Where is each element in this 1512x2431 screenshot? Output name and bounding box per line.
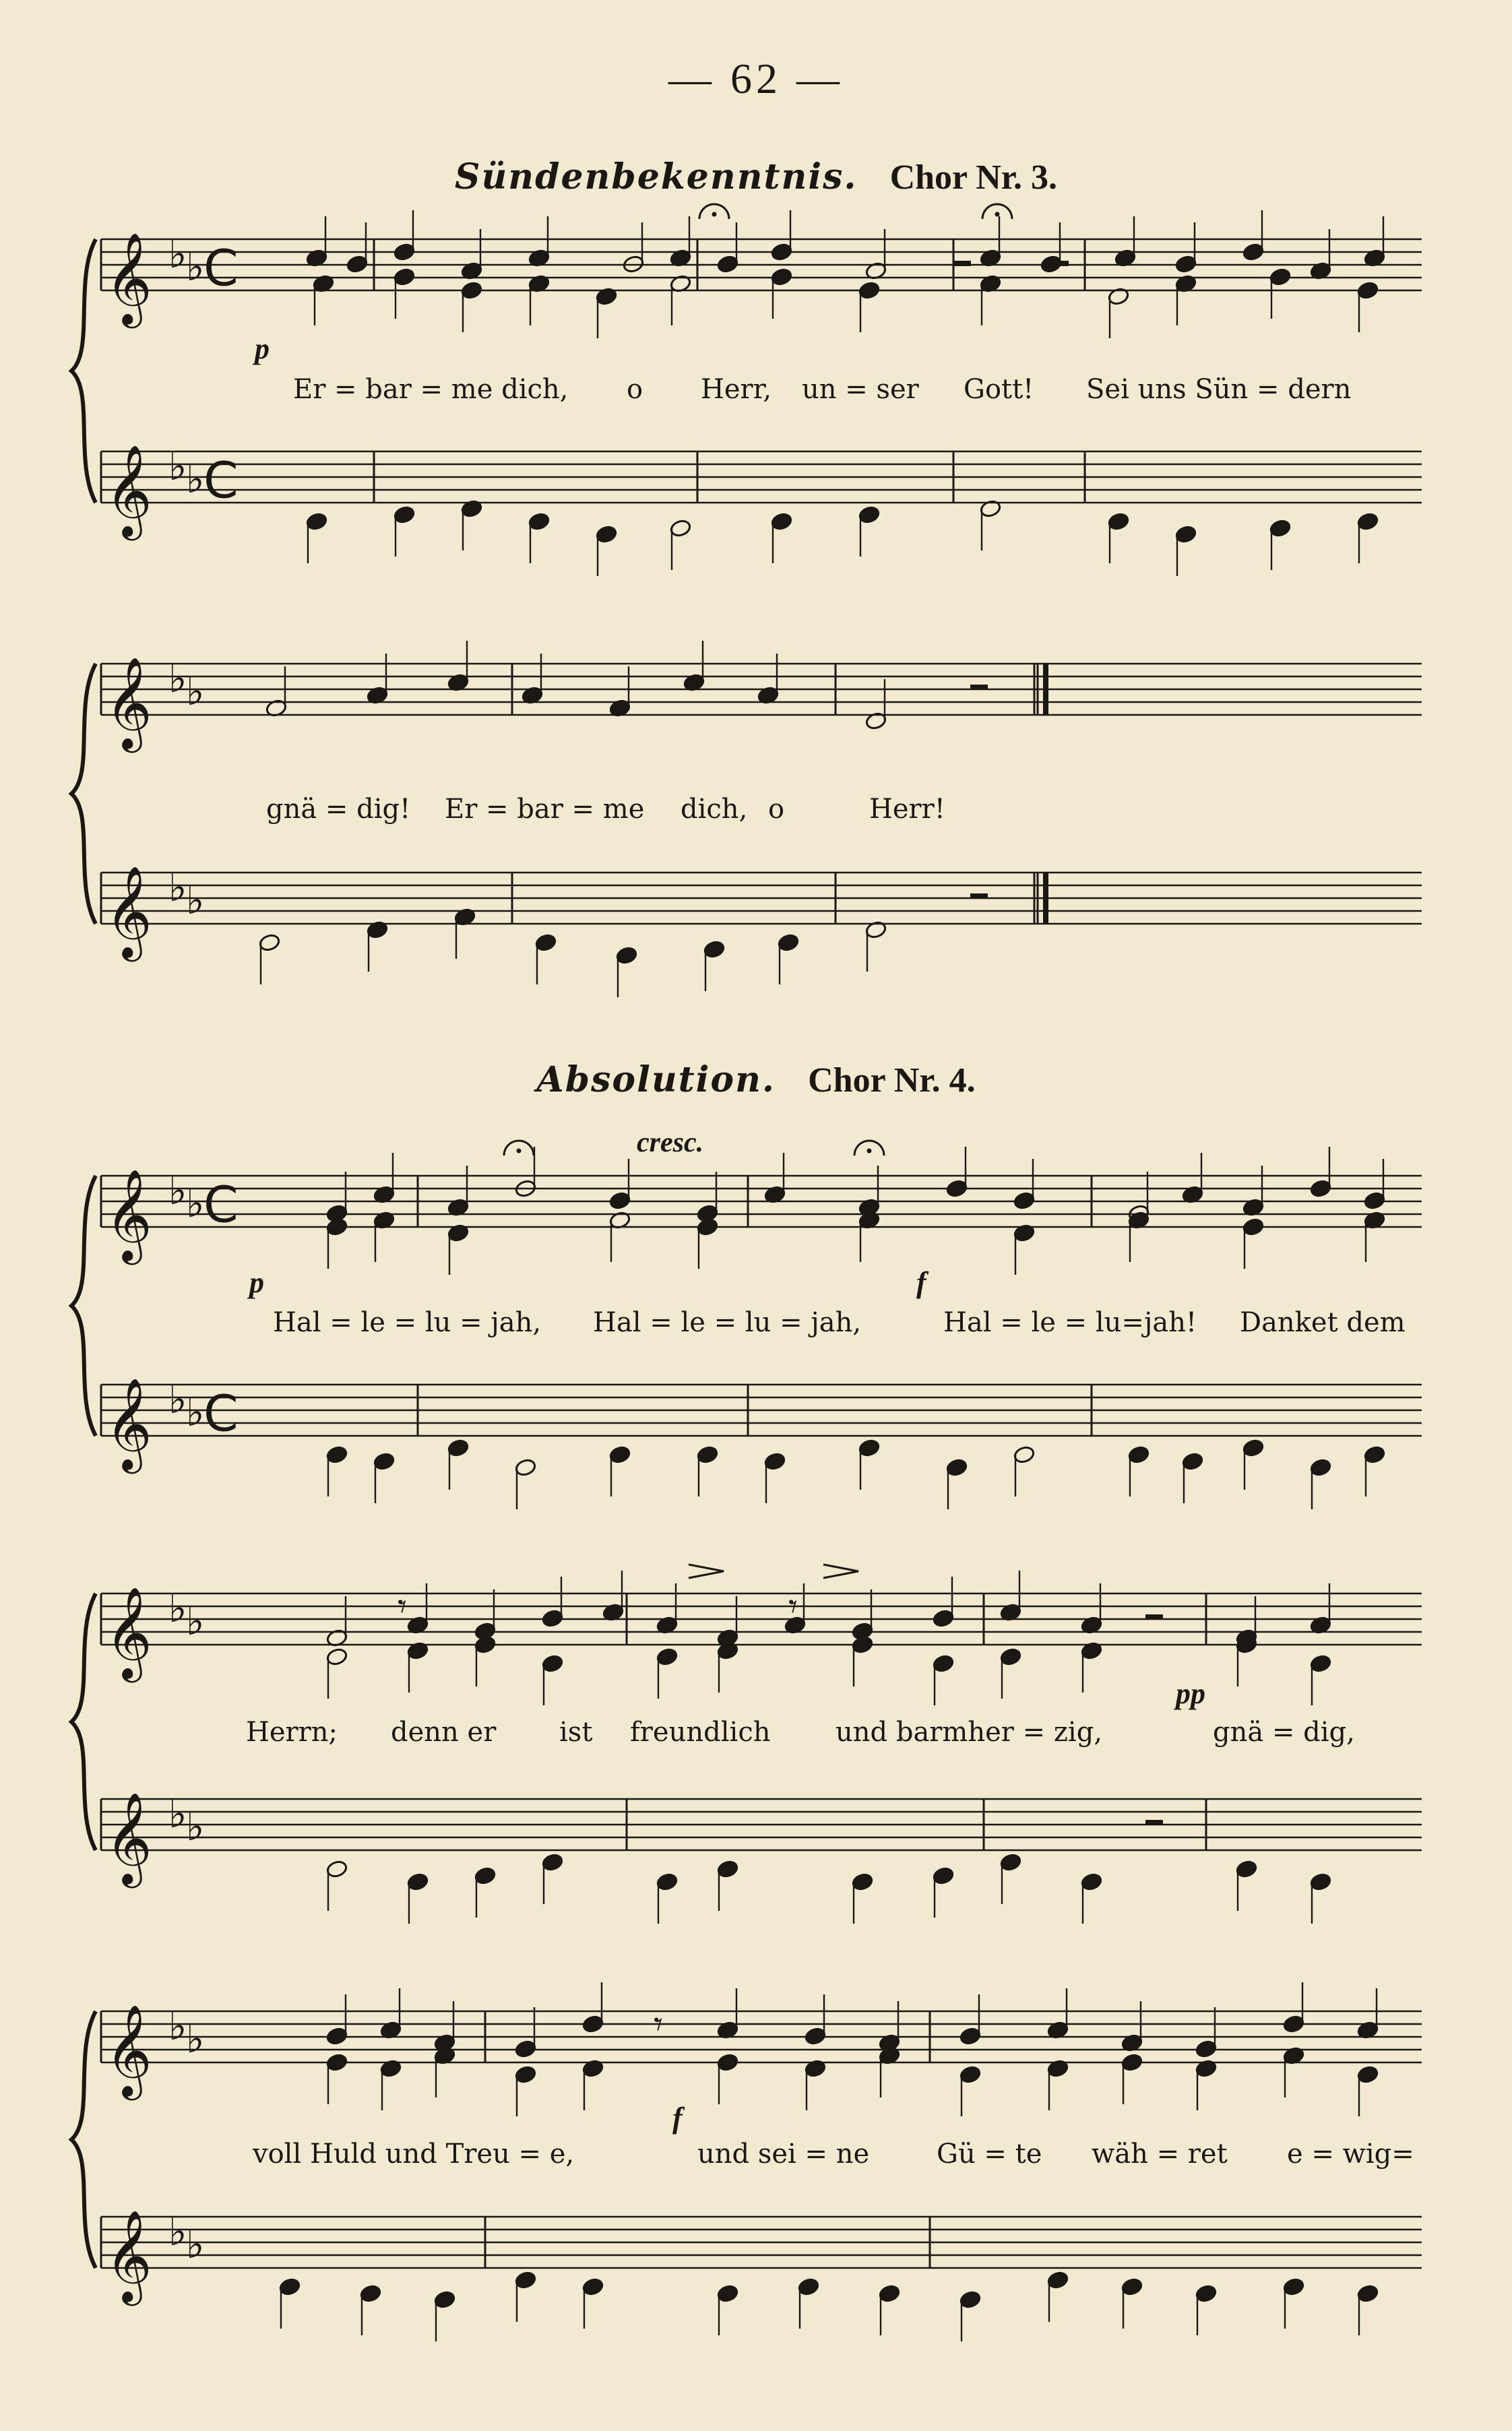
note-head — [1356, 2065, 1379, 2084]
lyric: Hal = le = lu=jah! — [943, 1307, 1197, 1338]
rest-icon: 𝄾 — [654, 2004, 663, 2045]
note-head — [1282, 2277, 1304, 2296]
note-head — [945, 1458, 968, 1477]
note-head — [999, 1647, 1021, 1666]
note-head — [1195, 2040, 1217, 2058]
note-head — [373, 1452, 395, 1471]
treble-clef-icon: 𝄞 — [105, 2209, 152, 2302]
rest-icon — [1145, 1820, 1163, 1825]
note-head — [325, 1218, 348, 1236]
note-head — [959, 2290, 981, 2309]
page-number: — 62 — — [668, 55, 844, 102]
lyric: Er = bar = me dich, — [293, 374, 569, 405]
lyric: wäh = ret — [1092, 2139, 1228, 2170]
treble-clef-icon: 𝄞 — [105, 443, 152, 536]
system-brace — [71, 1176, 96, 1436]
note-head — [1363, 1191, 1385, 1210]
note-head — [959, 2065, 981, 2084]
lyric: un = ser — [802, 374, 919, 405]
flat-icon: ♭ — [186, 1598, 205, 1644]
rest-icon — [1051, 261, 1069, 266]
dynamic-mark: p — [249, 1266, 264, 1299]
flat-icon: ♭ — [168, 443, 187, 489]
treble-clef-icon: 𝄞 — [105, 656, 152, 749]
note-head — [716, 2284, 738, 2303]
accent-icon — [823, 1565, 858, 1578]
treble-clef-icon: 𝄞 — [105, 2003, 152, 2096]
dynamic-mark: f — [916, 1266, 926, 1299]
note-head — [1013, 1445, 1035, 1464]
note-head — [1363, 1445, 1385, 1464]
note-head — [615, 946, 637, 965]
treble-clef-icon: 𝄞 — [105, 231, 152, 324]
lyric: Herr! — [869, 794, 945, 825]
note-head — [1242, 243, 1264, 261]
treble-clef-icon: 𝄞 — [105, 864, 152, 957]
system-brace — [71, 2011, 96, 2268]
note-head — [878, 2284, 900, 2303]
note-head — [1181, 1452, 1203, 1471]
common-time-icon: C — [203, 1176, 239, 1234]
rest-icon: 𝄾 — [788, 1587, 798, 1627]
note-head — [608, 1191, 631, 1210]
note-head — [858, 281, 880, 300]
fermata-icon — [867, 1149, 872, 1154]
note-head — [346, 255, 368, 274]
note-head — [945, 1179, 968, 1198]
section-title: Absolution. — [536, 1059, 776, 1100]
note-head — [534, 933, 557, 952]
treble-clef-icon: 𝄞 — [105, 1168, 152, 1261]
system-brace — [71, 664, 96, 924]
lyric: und barmher = zig, — [836, 1717, 1103, 1748]
fermata-icon — [854, 1141, 884, 1156]
lyric: Herr, — [701, 374, 772, 405]
note-head — [1309, 1872, 1331, 1891]
rest-icon — [953, 261, 971, 266]
note-head — [1356, 2284, 1379, 2303]
flat-icon: ♭ — [168, 1168, 187, 1213]
fermata-icon — [517, 1149, 522, 1154]
note-head — [851, 1635, 873, 1654]
note-head — [514, 2065, 536, 2084]
flat-icon: ♭ — [186, 668, 205, 714]
note-head — [514, 2040, 536, 2058]
note-head — [1121, 2053, 1143, 2072]
note-head — [393, 505, 415, 524]
rest-icon — [970, 685, 988, 690]
lyric: gnä = dig, — [1213, 1717, 1355, 1748]
note-head — [1269, 519, 1291, 538]
note-head — [447, 1439, 469, 1457]
dynamic-mark: f — [672, 2102, 683, 2135]
system-brace — [71, 239, 96, 503]
note-head — [696, 1218, 718, 1236]
note-head — [716, 2053, 738, 2072]
fermata-icon — [982, 204, 1012, 219]
note-head — [325, 1445, 348, 1464]
note-head — [716, 1860, 738, 1879]
note-head — [1309, 1179, 1331, 1198]
lyric: o — [768, 794, 785, 825]
note-head — [696, 1445, 718, 1464]
flat-icon: ♭ — [168, 864, 187, 910]
lyric: voll Huld und Treu = e, — [253, 2139, 575, 2170]
accent-icon — [689, 1565, 724, 1578]
note-head — [1356, 512, 1379, 531]
choir-number: Chor Nr. 4. — [808, 1061, 976, 1100]
lyric: dich, — [681, 794, 748, 825]
flat-icon: ♭ — [186, 456, 205, 502]
note-head — [608, 1445, 631, 1464]
note-head — [1080, 1872, 1102, 1891]
note-head — [797, 2277, 819, 2296]
lyric: denn er — [391, 1717, 497, 1748]
lyric: Er = bar = me — [445, 794, 645, 825]
note-head — [1127, 1445, 1149, 1464]
flat-icon: ♭ — [186, 1180, 205, 1226]
note-head — [474, 1635, 496, 1654]
note-head — [999, 1853, 1021, 1872]
note-head — [763, 1452, 786, 1471]
flat-icon: ♭ — [168, 1377, 187, 1422]
flat-icon: ♭ — [168, 2209, 187, 2254]
note-head — [1356, 281, 1379, 300]
flat-icon: ♭ — [186, 2221, 205, 2267]
flat-icon: ♭ — [168, 656, 187, 701]
flat-icon: ♭ — [186, 244, 205, 290]
rest-icon — [1145, 1614, 1163, 1620]
lyric: Hal = le = lu = jah, — [593, 1307, 862, 1338]
note-head — [359, 2284, 381, 2303]
lyric: ist — [559, 1717, 593, 1748]
note-head — [1046, 2271, 1069, 2290]
lyric: Gott! — [964, 374, 1034, 405]
note-head — [433, 2290, 455, 2309]
note-head — [581, 2015, 604, 2033]
treble-clef-icon: 𝄞 — [105, 1585, 152, 1678]
flat-icon: ♭ — [186, 1389, 205, 1435]
flat-icon: ♭ — [186, 877, 205, 923]
note-head — [1309, 1654, 1331, 1673]
lyric: Herrn; — [246, 1717, 338, 1748]
note-head — [851, 1872, 873, 1891]
system-brace — [71, 1593, 96, 1850]
note-head — [1174, 255, 1197, 274]
note-head — [541, 1609, 563, 1628]
note-head — [770, 512, 792, 531]
flat-icon: ♭ — [186, 1804, 205, 1850]
lyric: e = wig= — [1287, 2139, 1414, 2170]
lyric: Danket dem — [1240, 1307, 1406, 1338]
lyric: gnä = dig! — [266, 794, 411, 825]
note-head — [932, 1609, 954, 1628]
note-head — [258, 933, 280, 952]
note-head — [703, 940, 725, 959]
note-head — [858, 1439, 880, 1457]
note-head — [1282, 2015, 1304, 2033]
common-time-icon: C — [203, 451, 239, 510]
note-head — [393, 267, 415, 286]
note-head — [325, 2053, 348, 2072]
note-head — [1195, 2284, 1217, 2303]
note-head — [595, 525, 617, 544]
fermata-icon — [504, 1141, 534, 1156]
flat-icon: ♭ — [168, 231, 187, 277]
treble-clef-icon: 𝄞 — [105, 1377, 152, 1470]
note-head — [528, 512, 550, 531]
flat-icon: ♭ — [168, 1791, 187, 1837]
lyric: Hal = le = lu = jah, — [273, 1307, 542, 1338]
note-head — [514, 1458, 536, 1477]
common-time-icon: C — [203, 1385, 239, 1443]
lyric: Sei uns Sün = dern — [1086, 374, 1352, 405]
note-head — [1121, 2277, 1143, 2296]
note-head — [325, 1647, 348, 1666]
note-head — [541, 1654, 563, 1673]
note-head — [804, 2027, 826, 2046]
note-head — [932, 1866, 954, 1885]
note-head — [777, 933, 799, 952]
note-head — [669, 519, 691, 538]
note-head — [716, 255, 738, 274]
note-head — [770, 243, 792, 261]
rest-icon — [970, 893, 988, 899]
note-head — [581, 2277, 604, 2296]
note-head — [770, 267, 792, 286]
note-head — [1269, 267, 1291, 286]
common-time-icon: C — [203, 239, 239, 298]
flat-icon: ♭ — [186, 2016, 205, 2062]
note-head — [1242, 1218, 1264, 1236]
note-head — [514, 2271, 536, 2290]
note-head — [393, 243, 415, 261]
dynamic-mark: p — [255, 332, 270, 365]
note-head — [460, 281, 482, 300]
note-head — [932, 1654, 954, 1673]
expression-mark: cresc. — [637, 1127, 704, 1158]
treble-clef-icon: 𝄞 — [105, 1791, 152, 1884]
lyric: und sei = ne — [697, 2139, 870, 2170]
lyric: Gü = te — [937, 2139, 1042, 2170]
lyric: o — [627, 374, 643, 405]
note-head — [1235, 1860, 1257, 1879]
note-head — [325, 2027, 348, 2046]
note-head — [1013, 1191, 1035, 1210]
note-head — [325, 1860, 348, 1879]
note-head — [474, 1866, 496, 1885]
note-head — [959, 2027, 981, 2046]
fermata-icon — [712, 212, 717, 217]
note-head — [406, 1872, 429, 1891]
fermata-icon — [995, 212, 1000, 217]
flat-icon: ♭ — [168, 1585, 187, 1631]
rest-icon: 𝄾 — [398, 1587, 407, 1627]
lyric: freundlich — [630, 1717, 771, 1748]
note-head — [1174, 525, 1197, 544]
note-head — [541, 1853, 563, 1872]
note-head — [1242, 1439, 1264, 1457]
dynamic-mark: pp — [1176, 1677, 1205, 1710]
note-head — [858, 505, 880, 524]
fermata-icon — [699, 204, 729, 219]
note-head — [1309, 1458, 1331, 1477]
flat-icon: ♭ — [168, 2003, 187, 2049]
choir-number: Chor Nr. 3. — [889, 158, 1058, 197]
note-head — [656, 1647, 678, 1666]
note-head — [305, 512, 327, 531]
note-head — [1107, 512, 1129, 531]
note-head — [278, 2277, 301, 2296]
note-head — [656, 1872, 678, 1891]
section-title: Sündenbekenntnis. — [454, 156, 858, 197]
